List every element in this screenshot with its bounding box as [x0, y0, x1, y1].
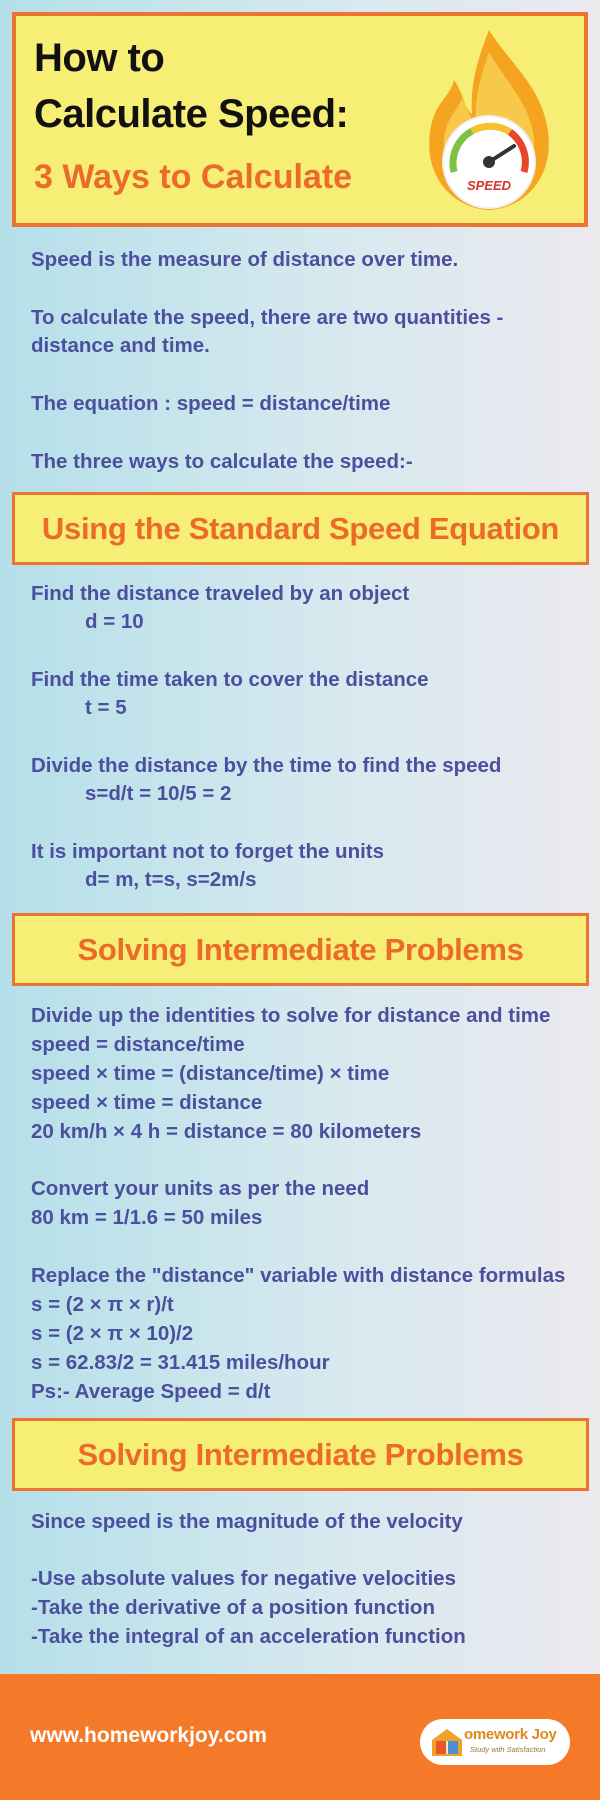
- bullet-line: -Take the derivative of a position function: [31, 1596, 435, 1619]
- formula-line: speed × time = distance: [31, 1091, 263, 1114]
- speedometer-flame-icon: [414, 24, 564, 222]
- subtitle: 3 Ways to Calculate: [34, 158, 353, 196]
- intro-line: To calculate the speed, there are two quantities -: [31, 306, 504, 329]
- footer: [0, 1674, 600, 1800]
- intro-line: distance and time.: [31, 334, 210, 357]
- step-line: Since speed is the magnitude of the velocity: [31, 1510, 463, 1533]
- section-heading-banner: [12, 1418, 589, 1491]
- formula-line: 20 km/h × 4 h = distance = 80 kilometers: [31, 1120, 422, 1143]
- formula-line: 80 km = 1/1.6 = 50 miles: [31, 1206, 263, 1229]
- intro-line: The three ways to calculate the speed:-: [31, 450, 413, 473]
- logo-tagline: Study with Satisfaction: [470, 1745, 546, 1754]
- step-line: Find the distance traveled by an object: [31, 582, 410, 605]
- gauge-label: SPEED: [466, 178, 512, 193]
- website-link[interactable]: www.homeworkjoy.com: [30, 1724, 267, 1747]
- section-heading: Solving Intermediate Problems: [77, 931, 524, 967]
- step-line: It is important not to forget the units: [31, 840, 385, 863]
- intro-line: The equation : speed = distance/time: [31, 392, 391, 415]
- section-heading-banner: [12, 913, 589, 986]
- title-line-1: How to: [34, 36, 165, 80]
- step-line: Find the time taken to cover the distance: [31, 668, 429, 691]
- bullet-line: -Take the integral of an acceleration function: [31, 1625, 466, 1648]
- section-heading: Solving Intermediate Problems: [77, 1436, 524, 1472]
- formula-line: d= m, t=s, s=2m/s: [85, 868, 257, 891]
- step-line: Divide the distance by the time to find the speed: [31, 754, 502, 777]
- formula-line: s = (2 × π × 10)/2: [31, 1322, 194, 1345]
- formula-line: s = 62.83/2 = 31.415 miles/hour: [31, 1351, 330, 1374]
- formula-line: d = 10: [85, 610, 144, 633]
- homework-joy-logo[interactable]: [420, 1719, 570, 1765]
- step-line: Divide up the identities to solve for distance and time: [31, 1004, 551, 1027]
- formula-line: s = (2 × π × r)/t: [31, 1293, 174, 1316]
- section-heading: Using the Standard Speed Equation: [41, 510, 560, 546]
- intro-line: Speed is the measure of distance over time.: [31, 248, 459, 271]
- book-house-icon: [430, 1726, 464, 1758]
- step-line: Replace the "distance" variable with distance formulas: [31, 1264, 566, 1287]
- formula-line: Ps:- Average Speed = d/t: [31, 1380, 271, 1403]
- formula-line: t = 5: [85, 696, 127, 719]
- logo-name: omework Joy: [464, 1726, 557, 1743]
- title-banner: [12, 12, 588, 227]
- title-line-2: Calculate Speed:: [34, 92, 349, 136]
- formula-line: s=d/t = 10/5 = 2: [85, 782, 232, 805]
- formula-line: speed = distance/time: [31, 1033, 245, 1056]
- formula-line: speed × time = (distance/time) × time: [31, 1062, 390, 1085]
- step-line: Convert your units as per the need: [31, 1177, 370, 1200]
- bullet-line: -Use absolute values for negative velocities: [31, 1567, 456, 1590]
- section-heading-banner: [12, 492, 589, 565]
